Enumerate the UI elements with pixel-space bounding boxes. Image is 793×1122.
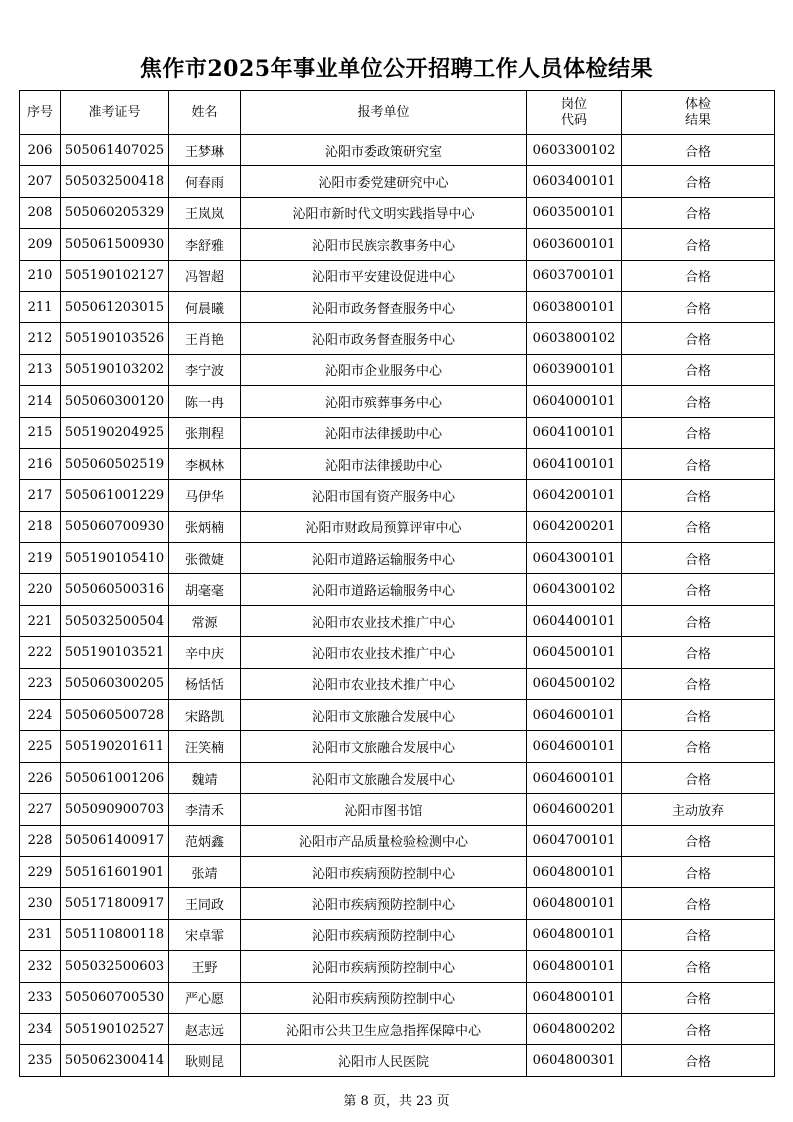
table-row — [20, 291, 775, 322]
cell-post-code: 0604600101 — [527, 762, 622, 793]
cell-exam-no: 505032500418 — [61, 166, 169, 197]
cell-seq: 226 — [20, 762, 61, 793]
cell-unit: 沁阳市委政策研究室 — [241, 135, 527, 166]
cell-unit: 沁阳市疾病预防控制中心 — [241, 982, 527, 1013]
cell-seq: 212 — [20, 323, 61, 354]
cell-result: 合格 — [622, 1013, 775, 1044]
table-row — [20, 731, 775, 762]
table-row — [20, 668, 775, 699]
table-row — [20, 700, 775, 731]
table-row — [20, 605, 775, 636]
cell-seq: 224 — [20, 700, 61, 731]
cell-name: 辛中庆 — [169, 637, 241, 668]
cell-result: 合格 — [622, 919, 775, 950]
cell-seq: 218 — [20, 511, 61, 542]
cell-unit: 沁阳市财政局预算评审中心 — [241, 511, 527, 542]
table-row — [20, 825, 775, 856]
cell-post-code: 0604300102 — [527, 574, 622, 605]
cell-result: 合格 — [622, 543, 775, 574]
cell-exam-no: 505171800917 — [61, 888, 169, 919]
cell-exam-no: 505190102527 — [61, 1013, 169, 1044]
cell-seq: 206 — [20, 135, 61, 166]
cell-name: 张靖 — [169, 856, 241, 887]
cell-seq: 216 — [20, 448, 61, 479]
cell-unit: 沁阳市法律援助中心 — [241, 448, 527, 479]
cell-result: 合格 — [622, 1045, 775, 1076]
cell-name: 王野 — [169, 951, 241, 982]
cell-unit: 沁阳市政务督查服务中心 — [241, 291, 527, 322]
table-row — [20, 919, 775, 950]
cell-unit: 沁阳市产品质量检验检测中心 — [241, 825, 527, 856]
cell-exam-no: 505190201611 — [61, 731, 169, 762]
table-body — [20, 135, 775, 1077]
cell-unit: 沁阳市国有资产服务中心 — [241, 480, 527, 511]
cell-seq: 207 — [20, 166, 61, 197]
cell-name: 赵志远 — [169, 1013, 241, 1044]
header-post-line1: 岗位 — [560, 96, 587, 112]
cell-result: 合格 — [622, 574, 775, 605]
results-table — [19, 90, 775, 1077]
header-result-line2: 结果 — [684, 112, 711, 128]
cell-unit: 沁阳市道路运输服务中心 — [241, 543, 527, 574]
cell-result: 合格 — [622, 448, 775, 479]
cell-name: 李枫林 — [169, 448, 241, 479]
table-row — [20, 197, 775, 228]
cell-exam-no: 505032500504 — [61, 605, 169, 636]
cell-post-code: 0604500101 — [527, 637, 622, 668]
page-footer: 第 8 页，共 23 页 — [343, 1094, 450, 1109]
cell-name: 张荆程 — [169, 417, 241, 448]
cell-unit: 沁阳市政务督查服务中心 — [241, 323, 527, 354]
cell-seq: 229 — [20, 856, 61, 887]
cell-seq: 230 — [20, 888, 61, 919]
table-row — [20, 386, 775, 417]
cell-seq: 211 — [20, 291, 61, 322]
cell-name: 李清禾 — [169, 794, 241, 825]
cell-name: 何晨曦 — [169, 291, 241, 322]
cell-result: 合格 — [622, 417, 775, 448]
cell-name: 耿则昆 — [169, 1045, 241, 1076]
cell-exam-no: 505060300120 — [61, 386, 169, 417]
table-row — [20, 354, 775, 385]
cell-exam-no: 505062300414 — [61, 1045, 169, 1076]
cell-unit: 沁阳市疾病预防控制中心 — [241, 856, 527, 887]
table-row — [20, 982, 775, 1013]
cell-seq: 221 — [20, 605, 61, 636]
cell-post-code: 0604600101 — [527, 731, 622, 762]
header-unit: 报考单位 — [241, 91, 527, 135]
cell-post-code: 0604600201 — [527, 794, 622, 825]
cell-post-code: 0604800101 — [527, 982, 622, 1013]
cell-post-code: 0603900101 — [527, 354, 622, 385]
cell-seq: 208 — [20, 197, 61, 228]
page-title: 焦作市2025年事业单位公开招聘工作人员体检结果 — [139, 56, 654, 82]
cell-unit: 沁阳市图书馆 — [241, 794, 527, 825]
cell-name: 王肖艳 — [169, 323, 241, 354]
cell-result: 合格 — [622, 668, 775, 699]
cell-exam-no: 505190103202 — [61, 354, 169, 385]
cell-post-code: 0604600101 — [527, 700, 622, 731]
cell-unit: 沁阳市道路运输服务中心 — [241, 574, 527, 605]
cell-result: 合格 — [622, 291, 775, 322]
cell-exam-no: 505060700530 — [61, 982, 169, 1013]
cell-result: 合格 — [622, 354, 775, 385]
cell-unit: 沁阳市公共卫生应急指挥保障中心 — [241, 1013, 527, 1044]
cell-name: 魏靖 — [169, 762, 241, 793]
table-row — [20, 637, 775, 668]
header-seq: 序号 — [20, 91, 61, 135]
cell-result: 合格 — [622, 951, 775, 982]
cell-post-code: 0604100101 — [527, 417, 622, 448]
cell-post-code: 0604800101 — [527, 919, 622, 950]
cell-unit: 沁阳市法律援助中心 — [241, 417, 527, 448]
cell-exam-no: 505090900703 — [61, 794, 169, 825]
cell-post-code: 0604800101 — [527, 888, 622, 919]
table-row — [20, 229, 775, 260]
table-row — [20, 574, 775, 605]
cell-post-code: 0604300101 — [527, 543, 622, 574]
cell-post-code: 0603300102 — [527, 135, 622, 166]
cell-name: 宋路凯 — [169, 700, 241, 731]
cell-result: 合格 — [622, 480, 775, 511]
table-row — [20, 856, 775, 887]
cell-exam-no: 505060300205 — [61, 668, 169, 699]
cell-result: 合格 — [622, 605, 775, 636]
cell-seq: 228 — [20, 825, 61, 856]
cell-post-code: 0604800301 — [527, 1045, 622, 1076]
cell-seq: 215 — [20, 417, 61, 448]
cell-name: 范炳鑫 — [169, 825, 241, 856]
cell-seq: 210 — [20, 260, 61, 291]
table-row — [20, 543, 775, 574]
table-row — [20, 260, 775, 291]
cell-post-code: 0603800102 — [527, 323, 622, 354]
cell-post-code: 0604100101 — [527, 448, 622, 479]
cell-result: 合格 — [622, 229, 775, 260]
table-row — [20, 166, 775, 197]
cell-result: 合格 — [622, 386, 775, 417]
cell-unit: 沁阳市文旅融合发展中心 — [241, 731, 527, 762]
cell-post-code: 0603700101 — [527, 260, 622, 291]
cell-exam-no: 505110800118 — [61, 919, 169, 950]
cell-seq: 235 — [20, 1045, 61, 1076]
cell-unit: 沁阳市疾病预防控制中心 — [241, 919, 527, 950]
cell-unit: 沁阳市平安建设促进中心 — [241, 260, 527, 291]
cell-post-code: 0604200101 — [527, 480, 622, 511]
cell-unit: 沁阳市疾病预防控制中心 — [241, 951, 527, 982]
cell-unit: 沁阳市新时代文明实践指导中心 — [241, 197, 527, 228]
table-row — [20, 135, 775, 166]
cell-result: 合格 — [622, 511, 775, 542]
cell-seq: 234 — [20, 1013, 61, 1044]
header-result-line1: 体检 — [684, 96, 711, 112]
cell-seq: 227 — [20, 794, 61, 825]
cell-post-code: 0604200201 — [527, 511, 622, 542]
cell-unit: 沁阳市农业技术推广中心 — [241, 637, 527, 668]
cell-name: 王同政 — [169, 888, 241, 919]
cell-exam-no: 505190103521 — [61, 637, 169, 668]
cell-name: 张炳楠 — [169, 511, 241, 542]
cell-name: 汪笑楠 — [169, 731, 241, 762]
cell-exam-no: 505061400917 — [61, 825, 169, 856]
cell-exam-no: 505060700930 — [61, 511, 169, 542]
cell-post-code: 0603400101 — [527, 166, 622, 197]
table-row — [20, 888, 775, 919]
cell-result: 合格 — [622, 323, 775, 354]
cell-name: 冯智超 — [169, 260, 241, 291]
cell-post-code: 0604400101 — [527, 605, 622, 636]
cell-seq: 232 — [20, 951, 61, 982]
cell-result: 合格 — [622, 731, 775, 762]
cell-name: 王梦琳 — [169, 135, 241, 166]
table-row — [20, 762, 775, 793]
cell-name: 宋卓霏 — [169, 919, 241, 950]
cell-post-code: 0603500101 — [527, 197, 622, 228]
header-name: 姓名 — [169, 91, 241, 135]
cell-exam-no: 505060500728 — [61, 700, 169, 731]
cell-unit: 沁阳市农业技术推广中心 — [241, 605, 527, 636]
table-row — [20, 794, 775, 825]
cell-exam-no: 505190102127 — [61, 260, 169, 291]
cell-unit: 沁阳市人民医院 — [241, 1045, 527, 1076]
cell-unit: 沁阳市企业服务中心 — [241, 354, 527, 385]
cell-seq: 223 — [20, 668, 61, 699]
cell-post-code: 0603600101 — [527, 229, 622, 260]
table-row — [20, 480, 775, 511]
cell-seq: 231 — [20, 919, 61, 950]
cell-name: 何春雨 — [169, 166, 241, 197]
cell-unit: 沁阳市农业技术推广中心 — [241, 668, 527, 699]
cell-exam-no: 505032500603 — [61, 951, 169, 982]
cell-unit: 沁阳市文旅融合发展中心 — [241, 700, 527, 731]
cell-seq: 220 — [20, 574, 61, 605]
cell-unit: 沁阳市民族宗教事务中心 — [241, 229, 527, 260]
cell-post-code: 0604800202 — [527, 1013, 622, 1044]
table-row — [20, 1045, 775, 1076]
table-row — [20, 417, 775, 448]
cell-seq: 233 — [20, 982, 61, 1013]
cell-name: 胡毫毫 — [169, 574, 241, 605]
table-row — [20, 448, 775, 479]
cell-post-code: 0604500102 — [527, 668, 622, 699]
cell-unit: 沁阳市文旅融合发展中心 — [241, 762, 527, 793]
cell-name: 马伊华 — [169, 480, 241, 511]
cell-post-code: 0604000101 — [527, 386, 622, 417]
cell-exam-no: 505061203015 — [61, 291, 169, 322]
table-row — [20, 511, 775, 542]
cell-unit: 沁阳市殡葬事务中心 — [241, 386, 527, 417]
cell-seq: 219 — [20, 543, 61, 574]
cell-seq: 225 — [20, 731, 61, 762]
table-row — [20, 323, 775, 354]
cell-exam-no: 505190204925 — [61, 417, 169, 448]
cell-result: 主动放弃 — [622, 794, 775, 825]
cell-result: 合格 — [622, 260, 775, 291]
cell-post-code: 0604700101 — [527, 825, 622, 856]
header-post-code — [527, 91, 622, 135]
cell-result: 合格 — [622, 197, 775, 228]
cell-exam-no: 505061407025 — [61, 135, 169, 166]
cell-post-code: 0604800101 — [527, 856, 622, 887]
cell-name: 严心愿 — [169, 982, 241, 1013]
cell-post-code: 0604800101 — [527, 951, 622, 982]
cell-name: 李舒雅 — [169, 229, 241, 260]
header-post-line2: 代码 — [560, 112, 587, 128]
cell-result: 合格 — [622, 166, 775, 197]
table-row — [20, 1013, 775, 1044]
cell-exam-no: 505060500316 — [61, 574, 169, 605]
cell-seq: 213 — [20, 354, 61, 385]
table-row — [20, 951, 775, 982]
cell-name: 陈一冉 — [169, 386, 241, 417]
cell-exam-no: 505061500930 — [61, 229, 169, 260]
cell-result: 合格 — [622, 762, 775, 793]
header-exam-no: 准考证号 — [61, 91, 169, 135]
cell-unit: 沁阳市委党建研究中心 — [241, 166, 527, 197]
cell-result: 合格 — [622, 700, 775, 731]
cell-seq: 214 — [20, 386, 61, 417]
cell-exam-no: 505061001206 — [61, 762, 169, 793]
cell-result: 合格 — [622, 982, 775, 1013]
cell-result: 合格 — [622, 135, 775, 166]
cell-exam-no: 505060502519 — [61, 448, 169, 479]
cell-exam-no: 505190105410 — [61, 543, 169, 574]
cell-result: 合格 — [622, 856, 775, 887]
cell-seq: 222 — [20, 637, 61, 668]
cell-exam-no: 505190103526 — [61, 323, 169, 354]
cell-result: 合格 — [622, 888, 775, 919]
cell-post-code: 0603800101 — [527, 291, 622, 322]
cell-exam-no: 505060205329 — [61, 197, 169, 228]
cell-result: 合格 — [622, 637, 775, 668]
table-header-row — [20, 91, 775, 135]
cell-seq: 209 — [20, 229, 61, 260]
cell-name: 李宁波 — [169, 354, 241, 385]
cell-exam-no: 505161601901 — [61, 856, 169, 887]
cell-result: 合格 — [622, 825, 775, 856]
header-result — [622, 91, 775, 135]
cell-exam-no: 505061001229 — [61, 480, 169, 511]
cell-name: 常源 — [169, 605, 241, 636]
cell-name: 王岚岚 — [169, 197, 241, 228]
cell-unit: 沁阳市疾病预防控制中心 — [241, 888, 527, 919]
cell-seq: 217 — [20, 480, 61, 511]
cell-name: 杨恬恬 — [169, 668, 241, 699]
cell-name: 张微婕 — [169, 543, 241, 574]
